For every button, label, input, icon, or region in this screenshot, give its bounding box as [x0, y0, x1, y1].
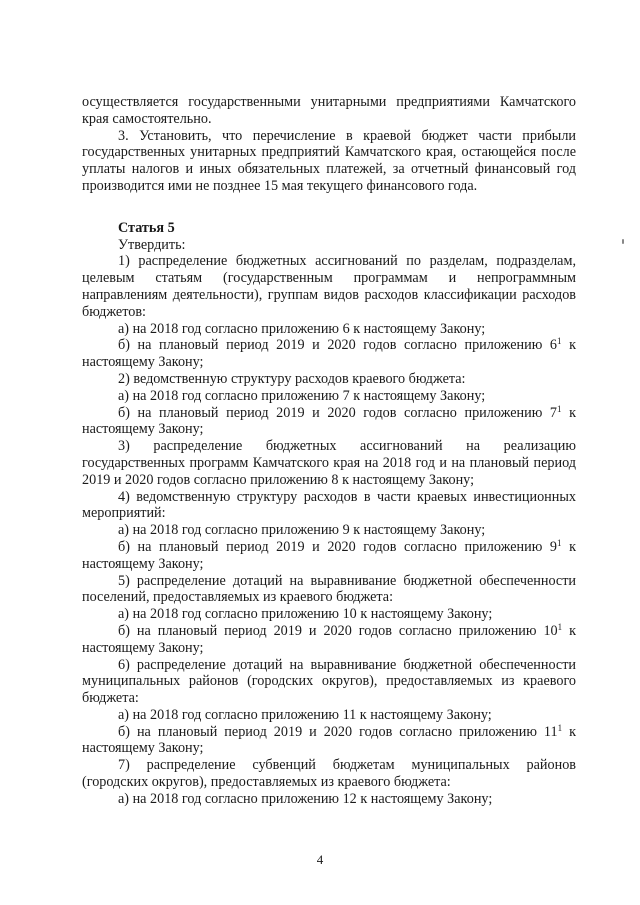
list-item: 5) распределение дотаций на выравнивание бюджетной обеспеченности поселений, предоставляемых из краевого бюджета:	[82, 572, 576, 606]
list-item: 4) ведомственную структуру расходов в части краевых инвестиционных мероприятий:	[82, 488, 576, 522]
list-item: б) на плановый период 2019 и 2020 годов согласно приложению $11^1$ к настоящему Закону;	[82, 722, 576, 757]
scan-mark	[622, 239, 624, 244]
spacer	[82, 212, 576, 220]
list-item: а) на 2018 год согласно приложению 11 к настоящему Закону;	[118, 706, 492, 723]
list-item: б) на плановый период 2019 и 2020 годов согласно приложению $6^1$ к настоящему Закону;	[82, 336, 576, 371]
superscript: 1	[557, 336, 562, 347]
list-item: а) на 2018 год согласно приложению 9 к настоящему Закону;	[118, 522, 486, 539]
list-item: а) на 2018 год согласно приложению 6 к настоящему Закону;	[118, 320, 486, 337]
spacer	[82, 195, 576, 212]
page-number: 4	[316, 852, 324, 867]
superscript: 1	[557, 537, 562, 548]
list-item: 2) ведомственную структуру расходов краевого бюджета:	[118, 370, 466, 387]
superscript: 1	[557, 403, 562, 414]
list-item: 1) распределение бюджетных ассигнований по разделам, подразделам, целевым статьям (государственным программам и непрограммным направлениям деятельности), группам видов расходов классификации расходов бюджетов:	[82, 253, 576, 320]
list-item: а) на 2018 год согласно приложению 7 к настоящему Закону;	[118, 387, 486, 404]
list-item: 6) распределение дотаций на выравнивание бюджетной обеспеченности муниципальных районов (городских округов), предоставляемых из краевого бюджета:	[82, 656, 576, 707]
list-item: а) на 2018 год согласно приложению 10 к настоящему Закону;	[118, 606, 493, 623]
article-heading: Статья 5	[118, 219, 175, 236]
paragraph-item-3: 3. Установить, что перечисление в краевой бюджет части прибыли государственных унитарных предприятий Камчатского края, остающейся после уплаты налогов и иных обязательных платежей, за отчетный финансовый год производится ими не позднее 15 мая текущего финансового года.	[82, 127, 576, 194]
superscript: 1	[557, 621, 563, 632]
document-body	[82, 94, 576, 808]
list-item: 3) распределение бюджетных ассигнований на реализацию государственных программ Камчатского края на 2018 год и на плановый период 2019 и 2020 годов согласно приложению 8 к настоящему Закону;	[82, 438, 576, 488]
list-item: б) на плановый период 2019 и 2020 годов согласно приложению $9^1$ к настоящему Закону;	[82, 537, 576, 572]
superscript: 1	[557, 722, 563, 733]
list-item: б) на плановый период 2019 и 2020 годов согласно приложению $10^1$ к настоящему Закону;	[82, 621, 576, 656]
list-item: 7) распределение субвенций бюджетам муниципальных районов (городских округов), предоставляемых из краевого бюджета:	[82, 757, 576, 791]
paragraph-continuation: осуществляется государственными унитарными предприятиями Камчатского края самостоятельно.	[82, 94, 576, 127]
list-item: а) на 2018 год согласно приложению 12 к настоящему Закону;	[118, 790, 493, 807]
list-item: б) на плановый период 2019 и 2020 годов согласно приложению $7^1$ к настоящему Закону;	[82, 403, 576, 438]
article-intro: Утвердить:	[118, 236, 186, 253]
